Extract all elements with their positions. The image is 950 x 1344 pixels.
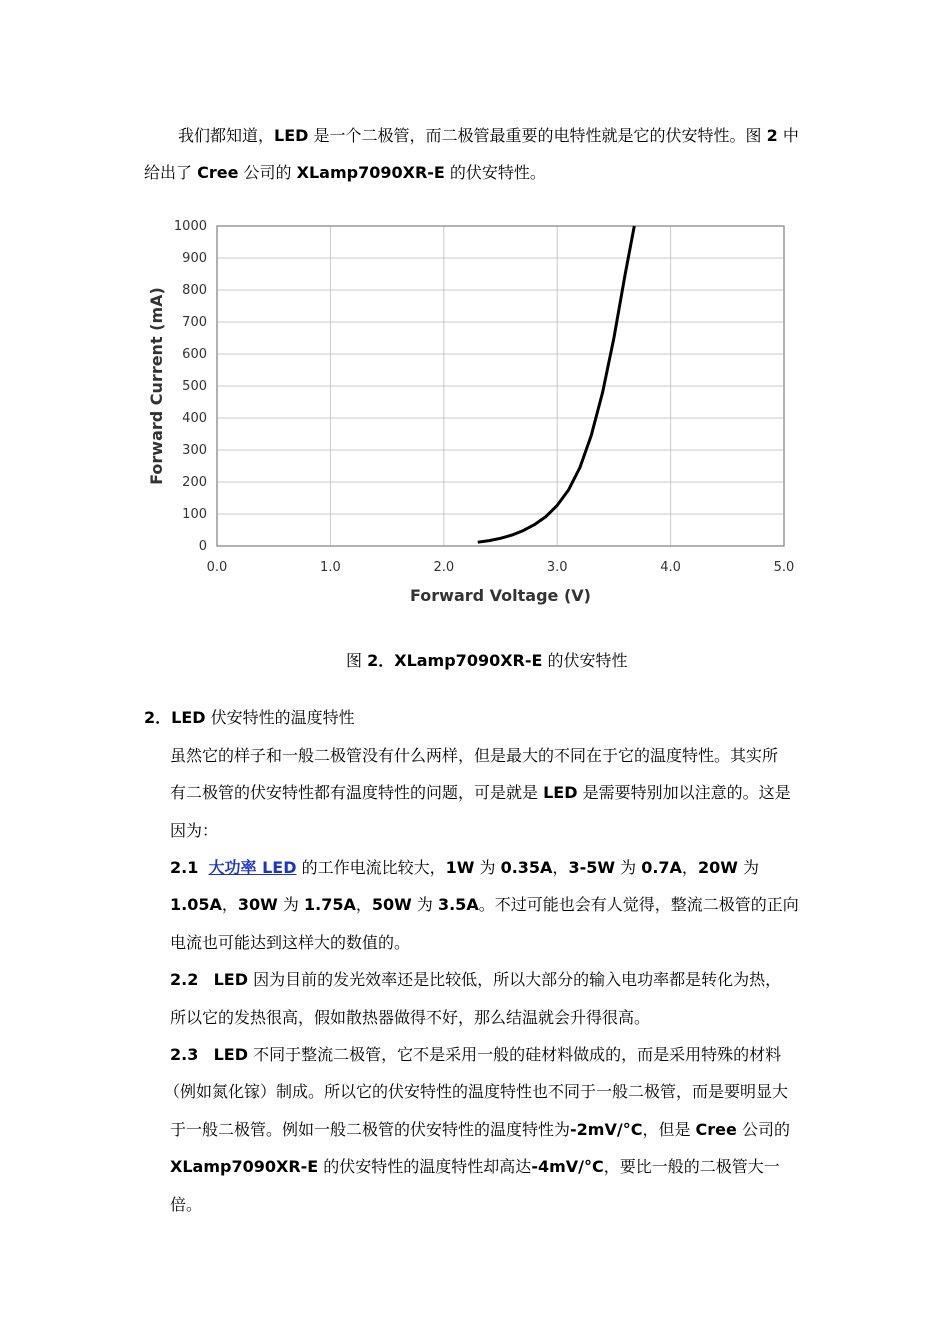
text: -2mV/°C: [570, 1120, 643, 1139]
text: 是需要特别加以注意的。这是: [577, 783, 791, 802]
text: 2．: [144, 708, 172, 727]
x-tick-labels: [207, 560, 795, 575]
text: 为: [737, 858, 759, 877]
text: 于一般二极管。例如一般二极管的伏安特性的温度特性为: [170, 1120, 571, 1139]
text: 图: [346, 651, 368, 670]
text: 我们都知道，: [178, 126, 275, 145]
chart-grid: [217, 226, 784, 546]
p23-line-1: [170, 1045, 781, 1065]
text: LED: [213, 1045, 249, 1064]
text: 3.5A: [437, 895, 479, 914]
text: 中: [777, 126, 799, 145]
x-tick-label: 1.0: [320, 560, 341, 575]
p23-line-3: [170, 1120, 790, 1140]
text: Cree: [197, 163, 239, 182]
text: 2: [766, 126, 778, 145]
p21-line-1: [170, 858, 759, 878]
x-tick-label: 0.0: [206, 560, 228, 575]
text: ，: [681, 858, 698, 877]
x-axis-label: Forward Voltage (V): [410, 586, 591, 605]
item-number: 2.1: [170, 858, 199, 877]
text: ，: [355, 895, 372, 914]
p22-line-1: [170, 970, 781, 990]
item-number: 2.3: [170, 1045, 199, 1064]
p21-line-3: 电流也可能达到这样大的数值的。: [170, 933, 411, 952]
iv-curve-chart: [140, 205, 810, 605]
text: 1.75A: [303, 895, 356, 914]
text: 的伏安特性的温度特性却高达: [318, 1157, 532, 1176]
text: 伏安特性的温度特性: [205, 708, 355, 727]
y-axis-label: Forward Current (mA): [147, 287, 166, 485]
text: ，要比一般的二极管大一: [603, 1157, 780, 1176]
text: 20W: [697, 858, 738, 877]
text: 2．XLamp7090XR-E: [367, 651, 543, 670]
y-tick-label: 800: [182, 283, 207, 298]
text: 给出了: [144, 163, 198, 182]
text: 公司的: [736, 1120, 790, 1139]
p23-line-5: 倍。: [170, 1195, 203, 1214]
text: LED: [213, 970, 249, 989]
para-line-2: [170, 783, 791, 803]
text: 的伏安特性。: [444, 163, 546, 182]
section-heading: [144, 708, 355, 728]
iv-curve-line: [478, 226, 635, 542]
y-tick-label: 900: [182, 251, 207, 266]
text: 3-5W: [568, 858, 615, 877]
text: 为: [615, 858, 642, 877]
text: 不同于整流二极管，它不是采用一般的硅材料做成的，而是采用特殊的材料: [248, 1045, 782, 1064]
para-line-3: 因为：: [170, 821, 219, 840]
y-tick-labels: [174, 219, 207, 554]
text: Cree: [695, 1120, 737, 1139]
text: 0.7A: [641, 858, 682, 877]
text: ，但是: [642, 1120, 696, 1139]
text: 公司的: [238, 163, 297, 182]
y-tick-label: 200: [182, 475, 207, 490]
x-tick-label: 2.0: [433, 560, 455, 575]
y-tick-label: 400: [182, 411, 207, 426]
text: ，: [552, 858, 569, 877]
text: XLamp7090XR-E: [296, 163, 445, 182]
x-tick-label: 4.0: [660, 560, 681, 575]
text: 为: [474, 858, 501, 877]
text: 的工作电流比较大，: [296, 858, 446, 877]
y-tick-label: 700: [182, 315, 207, 330]
text: LED: [274, 126, 309, 145]
text: -4mV/°C: [531, 1157, 604, 1176]
y-tick-label: 600: [182, 347, 207, 362]
p21-line-2: [170, 895, 799, 915]
p23-line-4: [170, 1157, 780, 1177]
text: ，: [221, 895, 238, 914]
x-tick-label: 5.0: [773, 560, 795, 575]
y-tick-label: 1000: [173, 219, 207, 234]
text: 1W: [445, 858, 475, 877]
text: 30W: [237, 895, 278, 914]
high-power-led-link[interactable]: 大功率 LED: [208, 858, 297, 877]
figure-caption: [346, 651, 628, 671]
text: 0.35A: [500, 858, 553, 877]
x-tick-label: 3.0: [546, 560, 568, 575]
text: LED: [171, 708, 206, 727]
y-tick-label: 300: [182, 443, 207, 458]
text: 1.05A: [170, 895, 222, 914]
text: 50W: [371, 895, 412, 914]
text: LED: [543, 783, 578, 802]
item-number: 2.2: [170, 970, 199, 989]
text: 的伏安特性: [542, 651, 628, 670]
text: 是一个二极管，而二极管最重要的电特性就是它的伏安特性。图: [308, 126, 767, 145]
text: 因为目前的发光效率还是比较低，所以大部分的输入电功率都是转化为热，: [248, 970, 782, 989]
p22-line-2: 所以它的发热很高，假如散热器做得不好，那么结温就会升得很高。: [170, 1008, 651, 1027]
text: 。不过可能也会有人觉得，整流二极管的正向: [478, 895, 799, 914]
text: 为: [277, 895, 304, 914]
y-tick-label: 0: [198, 539, 207, 554]
intro-line-2: [144, 163, 546, 183]
para-line-1: 虽然它的样子和一般二极管没有什么两样，但是最大的不同在于它的温度特性。其实所: [170, 746, 779, 765]
p23-line-2: （例如氮化镓）制成。所以它的伏安特性的温度特性也不同于一般二极管，而是要明显大: [164, 1082, 789, 1101]
y-tick-label: 500: [182, 379, 207, 394]
text: XLamp7090XR-E: [170, 1157, 319, 1176]
text: 有二极管的伏安特性都有温度特性的问题，可是就是: [170, 783, 544, 802]
y-tick-label: 100: [182, 507, 207, 522]
text: 为: [411, 895, 438, 914]
intro-line-1: [178, 126, 799, 146]
